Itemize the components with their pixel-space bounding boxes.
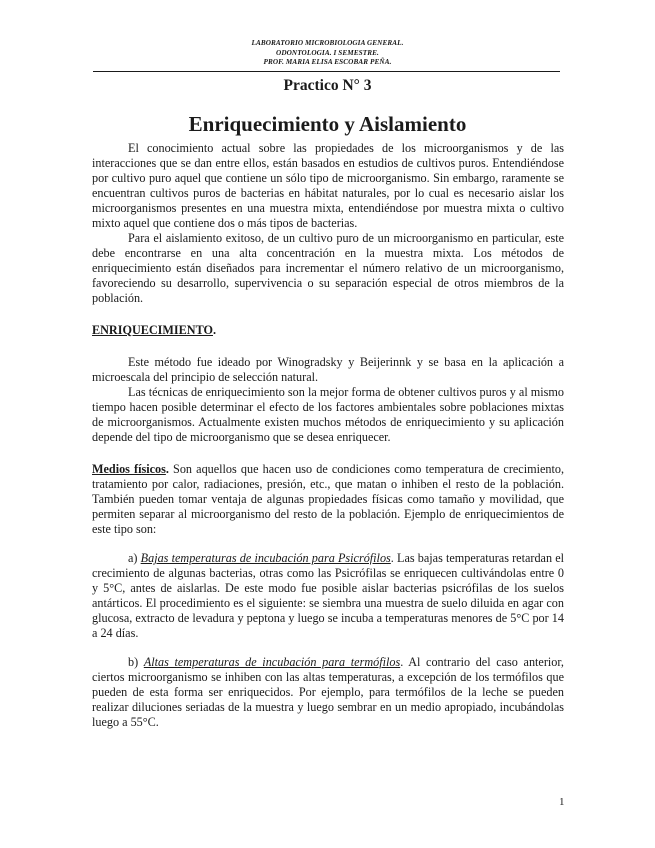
- section-heading-text: ENRIQUECIMIENTO: [92, 323, 213, 337]
- medios-fisicos-period: .: [165, 462, 169, 476]
- list-item-b-text: . Al contrario del caso anterior, ciertos microorganismo se inhiben con las altas temperaturas, a excepción de los termófilos que pueden de esta forma ser enriquecidos. Por ejemplo, para termófilos de la leche se pueden realizar diluciones seriadas de la muestra y luego sembrar en un medio apropiado, incubándolas luego a 55°C.: [92, 655, 564, 729]
- list-item-b: [92, 655, 564, 730]
- enriquecimiento-paragraph-1: Este método fue ideado por Winogradsky y Beijerinnk y se basa en la aplicación a microescala del principio de selección natural.: [92, 355, 564, 384]
- section-heading-enriquecimiento: [92, 323, 564, 338]
- intro-paragraph-2: Para el aislamiento exitoso, de un cultivo puro de un microorganismo en particular, este debe encontrarse en una alta concentración en la muestra mixta. Los métodos de enriquecimiento están diseñados para incrementar el número relativo de un microorganismo, favoreciendo su desarrollo, supervivencia o su separación especial de otros miembros de la población.: [92, 231, 564, 305]
- enriquecimiento-paragraph-2: Las técnicas de enriquecimiento son la mejor forma de obtener cultivos puros y al mismo tiempo hacen posible determinar el efecto de los factores ambientales sobre poblaciones mixtas de microorganismos. Actualmente existen muchos métodos de enriquecimiento y su aplicación depende del tipo de microorganismo que se desea enriquecer.: [92, 385, 564, 444]
- list-item-b-label: Altas temperaturas de incubación para termófilos: [143, 655, 401, 669]
- list-item-a-prefix: a): [128, 551, 141, 565]
- medios-fisicos-text: Son aquellos que hacen uso de condiciones como temperatura de crecimiento, tratamiento por calor, radiaciones, presión, etc., que matan o inhiben el resto de la población. También pueden tomar ventaja de algunas propiedades físicas como tamaño y movilidad, que permiten separar al microorganismo del resto de la población. Ejemplo de enriquecimientos de este tipo son:: [92, 462, 564, 536]
- page-header: [0, 39, 655, 68]
- header-line-course: ODONTOLOGIA. I SEMESTRE.: [276, 48, 379, 57]
- list-item-b-prefix: b): [128, 655, 144, 669]
- header-line-professor: PROF. MARIA ELISA ESCOBAR PEÑA.: [263, 58, 392, 66]
- page-title: Enriquecimiento y Aislamiento: [188, 112, 467, 136]
- medios-fisicos-label: Medios físicos: [92, 462, 166, 476]
- section-heading-period: .: [213, 323, 217, 337]
- document-body: [92, 141, 564, 730]
- header-divider: [93, 71, 560, 72]
- practico-number: Practico N° 3: [283, 77, 372, 94]
- list-item-a: [92, 551, 564, 641]
- intro-paragraph-1: El conocimiento actual sobre las propiedades de los microorganismos y de las interacciones que se dan entre ellos, están basados en estudios de cultivos puros. Entendiéndose por cultivo puro aquel que contiene un sólo tipo de microorganismo. Sin embargo, raramente se encuentran cultivos puros de bacterias en hábitat naturales, por lo cual es necesario aislar los microorganismos presentes en una muestra mixta, entendiéndose por muestra mixta o cultivo mixto aquel que contiene dos o más tipos de bacterias.: [92, 141, 564, 230]
- medios-fisicos-paragraph: [92, 462, 564, 537]
- list-item-a-text: . Las bajas temperaturas retardan el crecimiento de algunas bacterias, otras como las Psicrófilas se enriquecen cultivándolas entre 0 y 5°C, antes de aislarlas. De este modo fue posible aislar bacterias psicrófilas de los suelos antárticos. El procedimiento es el siguiente: se siembra una muestra de suelo diluida en agar con glucosa, extracto de levadura y peptona y luego se incuba a temperaturas menores de 5°C por 14 a 24 días.: [92, 551, 565, 640]
- header-line-lab: LABORATORIO MICROBIOLOGIA GENERAL.: [251, 39, 404, 47]
- list-item-a-label: Bajas temperaturas de incubación para Psicrófilos: [140, 551, 391, 565]
- page-number: 1: [559, 796, 565, 808]
